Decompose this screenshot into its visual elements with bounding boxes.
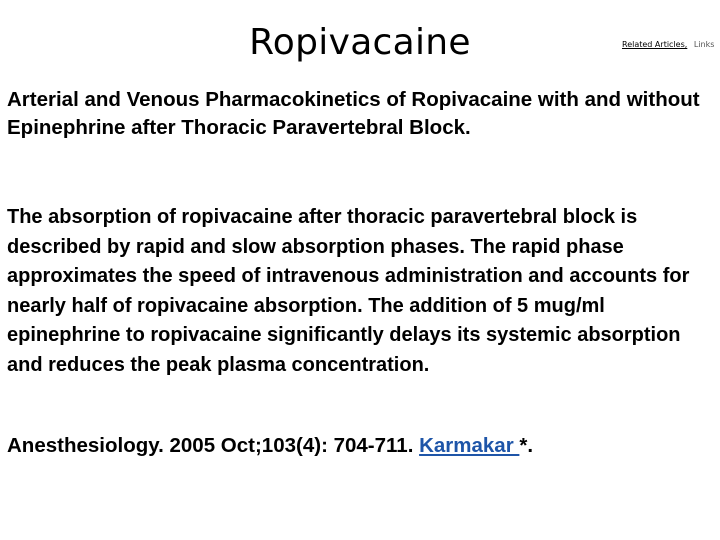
links-link[interactable]: Links (693, 40, 715, 49)
page-title: Ropivacaine (249, 22, 471, 63)
article-title: Arterial and Venous Pharmacokinetics of Ropivacaine with and without Epinephrine after Thoracic Paravertebral Block. (7, 88, 700, 139)
author-link[interactable]: Karmakar (419, 434, 520, 457)
top-links (622, 40, 714, 49)
citation (7, 432, 712, 460)
related-articles-link[interactable]: Related Articles, (622, 40, 688, 49)
citation-source: Anesthesiology. 2005 Oct;103(4): 704-711. (7, 434, 414, 457)
citation-suffix: *. (519, 434, 534, 457)
abstract-text: The absorption of ropivacaine after thoracic paravertebral block is described by rapid and slow absorption phases. The rapid phase approximates the speed of intravenous administration and accounts for nearly half of ropivacaine absorption. The addition of 5 mug/ml epinephrine to ropivacaine significantly delays its systemic absorption and reduces the peak plasma concentration. (7, 206, 690, 376)
